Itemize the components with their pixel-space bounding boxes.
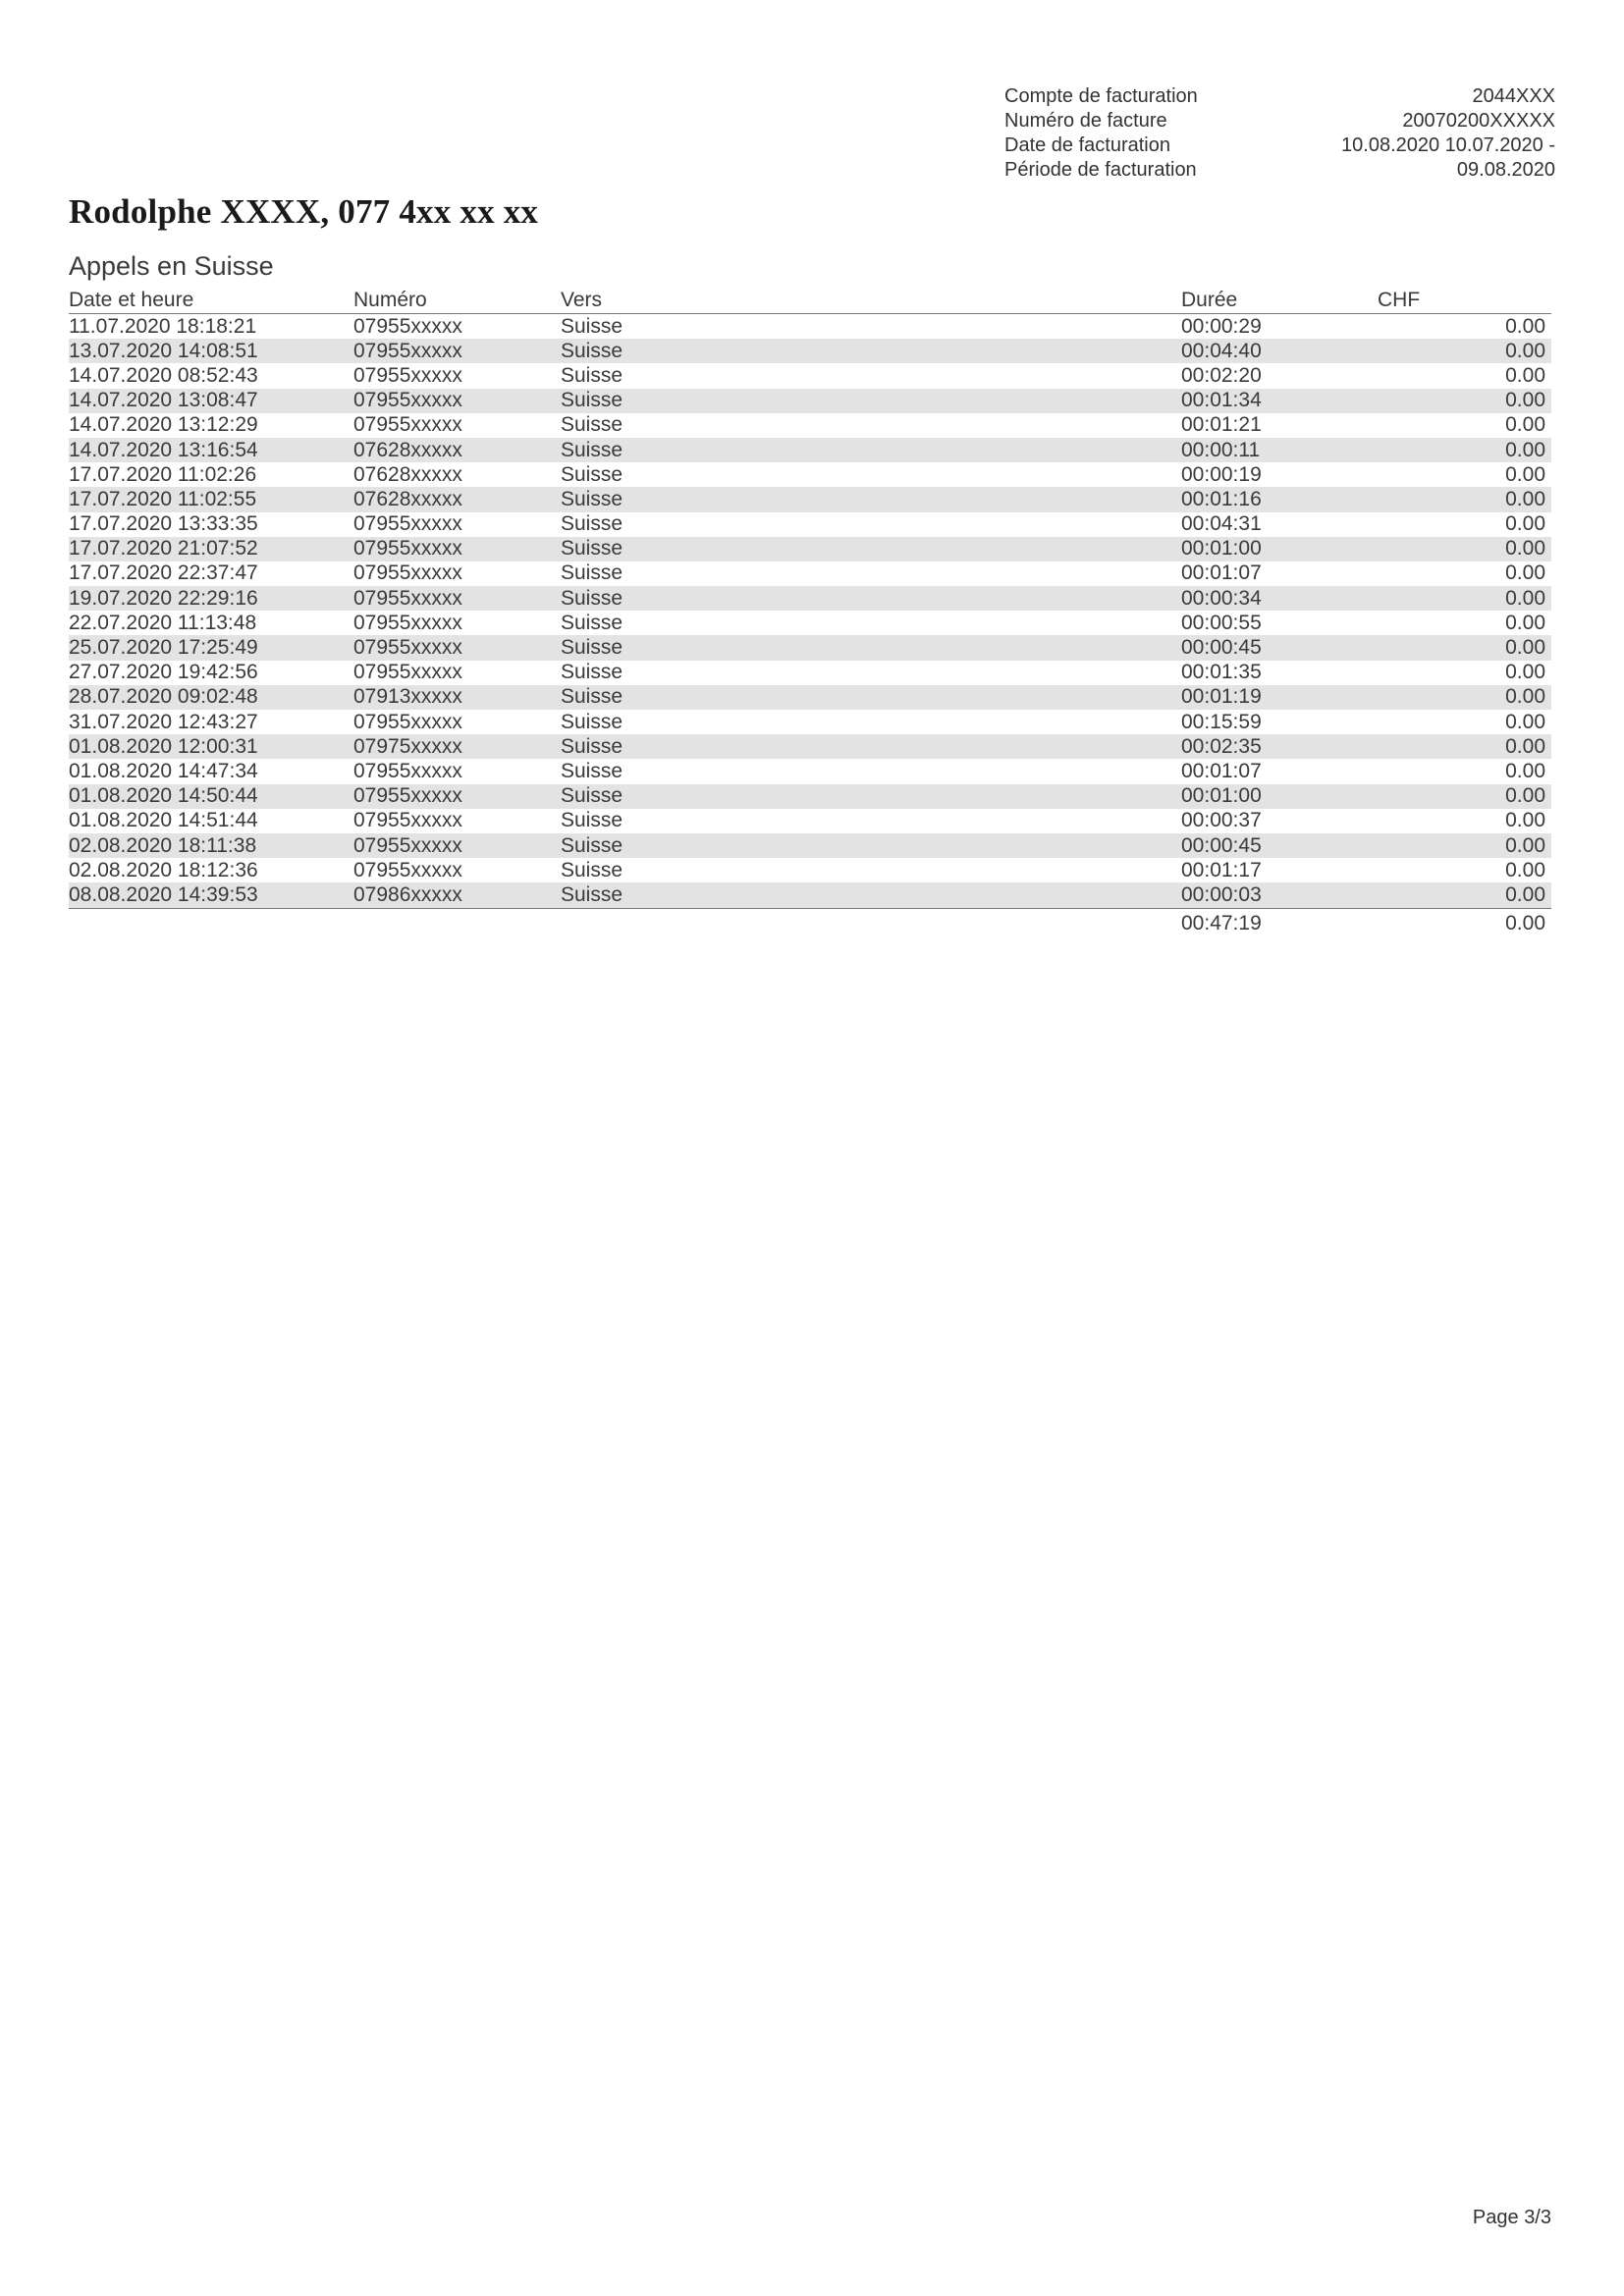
call-destination: Suisse — [561, 413, 623, 437]
call-number: 07975xxxxx — [353, 734, 561, 759]
call-duration: 00:01:00 — [1181, 537, 1378, 561]
call-destination: Suisse — [561, 314, 623, 338]
invoice-number-label: Numéro de facture — [1004, 110, 1167, 132]
call-chf: 0.00 — [1505, 413, 1545, 437]
billing-account-value: 2044XXX — [1472, 85, 1555, 107]
call-duration: 00:02:35 — [1181, 734, 1378, 759]
calls-table — [69, 288, 1551, 938]
table-row — [69, 586, 1551, 611]
table-body — [69, 314, 1551, 909]
call-destination: Suisse — [561, 661, 623, 684]
totals-spacer — [561, 908, 1181, 938]
call-number: 07955xxxxx — [353, 635, 561, 660]
call-date: 14.07.2020 13:12:29 — [69, 413, 258, 437]
table-row — [69, 734, 1551, 759]
call-duration: 00:15:59 — [1181, 710, 1262, 733]
call-duration: 00:00:37 — [1181, 809, 1262, 832]
call-number: 07955xxxxx — [353, 339, 561, 363]
call-number: 07955xxxxx — [353, 759, 462, 782]
call-duration: 00:01:35 — [1181, 661, 1262, 684]
call-chf: 0.00 — [1505, 759, 1545, 782]
totals-row — [69, 908, 1551, 938]
table-row — [69, 314, 1551, 340]
call-duration: 00:01:17 — [1181, 858, 1262, 881]
column-header-destination: Vers — [561, 288, 1181, 314]
table-row — [69, 882, 1551, 908]
table-row — [69, 363, 1551, 388]
billing-period-label: Période de facturation — [1004, 159, 1197, 181]
call-destination: Suisse — [561, 611, 623, 634]
table-row — [69, 858, 1551, 882]
call-date: 25.07.2020 17:25:49 — [69, 635, 353, 660]
call-duration: 00:01:16 — [1181, 487, 1378, 511]
table-row — [69, 339, 1551, 363]
call-chf: 0.00 — [1378, 586, 1551, 611]
call-date: 14.07.2020 08:52:43 — [69, 363, 258, 387]
call-date: 01.08.2020 14:51:44 — [69, 809, 258, 832]
call-number: 07955xxxxx — [353, 561, 462, 585]
call-date: 14.07.2020 13:16:54 — [69, 438, 353, 462]
table-row — [69, 685, 1551, 710]
call-chf: 0.00 — [1505, 363, 1545, 387]
call-chf: 0.00 — [1505, 809, 1545, 832]
billing-period-value: 09.08.2020 — [1456, 159, 1555, 181]
call-number: 07955xxxxx — [353, 611, 462, 634]
call-number: 07955xxxxx — [353, 363, 462, 387]
call-duration: 00:01:21 — [1181, 413, 1262, 437]
call-chf: 0.00 — [1505, 710, 1545, 733]
call-number: 07955xxxxx — [353, 710, 462, 733]
table-row — [69, 537, 1551, 561]
call-date: 13.07.2020 14:08:51 — [69, 339, 353, 363]
call-duration: 00:00:03 — [1181, 882, 1378, 908]
call-date: 17.07.2020 11:02:55 — [69, 487, 353, 511]
call-duration: 00:01:00 — [1181, 784, 1378, 809]
call-duration: 00:01:07 — [1181, 561, 1262, 585]
call-duration: 00:04:31 — [1181, 512, 1262, 536]
call-destination: Suisse — [561, 882, 1181, 908]
call-chf: 0.00 — [1378, 882, 1551, 908]
call-destination: Suisse — [561, 784, 1181, 809]
table-row — [69, 759, 1551, 783]
table-row — [69, 833, 1551, 858]
call-date: 19.07.2020 22:29:16 — [69, 586, 353, 611]
call-date: 02.08.2020 18:11:38 — [69, 833, 353, 858]
call-chf: 0.00 — [1378, 635, 1551, 660]
call-date: 31.07.2020 12:43:27 — [69, 710, 258, 733]
call-destination: Suisse — [561, 858, 623, 881]
call-date: 14.07.2020 13:08:47 — [69, 389, 353, 413]
call-duration: 00:01:19 — [1181, 685, 1378, 710]
call-number: 07955xxxxx — [353, 413, 462, 437]
call-destination: Suisse — [561, 462, 623, 486]
call-chf: 0.00 — [1505, 858, 1545, 881]
call-number: 07628xxxxx — [353, 487, 561, 511]
table-row — [69, 413, 1551, 438]
call-number: 07955xxxxx — [353, 858, 462, 881]
customer-name: Rodolphe XXXX, 077 4xx xx xx — [69, 192, 539, 231]
call-chf: 0.00 — [1378, 339, 1551, 363]
call-chf: 0.00 — [1505, 314, 1545, 338]
call-chf: 0.00 — [1378, 438, 1551, 462]
call-number: 07955xxxxx — [353, 784, 561, 809]
call-date: 11.07.2020 18:18:21 — [69, 314, 257, 338]
call-destination: Suisse — [561, 561, 623, 585]
call-duration: 00:02:20 — [1181, 363, 1262, 387]
column-header-number: Numéro — [353, 288, 561, 314]
table-row — [69, 487, 1551, 511]
call-date: 17.07.2020 21:07:52 — [69, 537, 353, 561]
call-duration: 00:00:19 — [1181, 462, 1262, 486]
totals-spacer — [69, 908, 353, 938]
call-date: 17.07.2020 13:33:35 — [69, 512, 258, 536]
call-chf: 0.00 — [1378, 833, 1551, 858]
call-date: 22.07.2020 11:13:48 — [69, 611, 257, 634]
call-chf: 0.00 — [1505, 561, 1545, 585]
call-duration: 00:00:11 — [1181, 438, 1378, 462]
table-row — [69, 809, 1551, 833]
billing-date-label: Date de facturation — [1004, 134, 1170, 156]
call-chf: 0.00 — [1378, 784, 1551, 809]
call-number: 07628xxxxx — [353, 462, 462, 486]
call-duration: 00:01:07 — [1181, 759, 1262, 782]
call-destination: Suisse — [561, 512, 623, 536]
total-duration: 00:47:19 — [1181, 911, 1262, 934]
call-date: 27.07.2020 19:42:56 — [69, 661, 258, 684]
call-duration: 00:00:45 — [1181, 833, 1378, 858]
call-destination: Suisse — [561, 438, 1181, 462]
call-date: 01.08.2020 14:47:34 — [69, 759, 258, 782]
totals-spacer — [353, 908, 561, 938]
section-title: Appels en Suisse — [69, 251, 274, 281]
call-destination: Suisse — [561, 710, 623, 733]
column-header-chf: CHF — [1378, 288, 1551, 314]
call-date: 08.08.2020 14:39:53 — [69, 882, 353, 908]
call-destination: Suisse — [561, 363, 623, 387]
table-row — [69, 710, 1551, 734]
call-number: 07986xxxxx — [353, 882, 561, 908]
call-date: 17.07.2020 22:37:47 — [69, 561, 258, 585]
column-header-duration: Durée — [1181, 288, 1378, 314]
table-row — [69, 661, 1551, 685]
call-date: 02.08.2020 18:12:36 — [69, 858, 258, 881]
call-duration: 00:00:34 — [1181, 586, 1378, 611]
call-number: 07955xxxxx — [353, 586, 561, 611]
call-chf: 0.00 — [1378, 537, 1551, 561]
call-chf: 0.00 — [1378, 487, 1551, 511]
table-row — [69, 462, 1551, 487]
table-row — [69, 512, 1551, 537]
call-destination: Suisse — [561, 389, 1181, 413]
call-duration: 00:04:40 — [1181, 339, 1378, 363]
table-row — [69, 635, 1551, 660]
billing-account-label: Compte de facturation — [1004, 85, 1198, 107]
column-header-date: Date et heure — [69, 288, 353, 314]
call-duration: 00:00:45 — [1181, 635, 1378, 660]
call-number: 07628xxxxx — [353, 438, 561, 462]
call-number: 07955xxxxx — [353, 661, 462, 684]
call-chf: 0.00 — [1505, 611, 1545, 634]
call-date: 01.08.2020 12:00:31 — [69, 734, 353, 759]
table-row — [69, 561, 1551, 586]
call-number: 07955xxxxx — [353, 809, 462, 832]
billing-info-labels — [1004, 84, 1198, 183]
page-number: Page 3/3 — [1472, 2207, 1551, 2228]
call-destination: Suisse — [561, 833, 1181, 858]
call-number: 07955xxxxx — [353, 512, 462, 536]
call-duration: 00:00:29 — [1181, 314, 1262, 338]
call-number: 07913xxxxx — [353, 685, 561, 710]
call-number: 07955xxxxx — [353, 314, 462, 338]
call-number: 07955xxxxx — [353, 537, 561, 561]
call-number: 07955xxxxx — [353, 833, 561, 858]
call-destination: Suisse — [561, 734, 1181, 759]
call-destination: Suisse — [561, 339, 1181, 363]
call-chf: 0.00 — [1505, 512, 1545, 536]
table-row — [69, 611, 1551, 635]
call-chf: 0.00 — [1505, 462, 1545, 486]
call-date: 01.08.2020 14:50:44 — [69, 784, 353, 809]
call-chf: 0.00 — [1378, 685, 1551, 710]
billing-info-values — [1341, 84, 1555, 183]
call-destination: Suisse — [561, 809, 623, 832]
call-destination: Suisse — [561, 759, 623, 782]
table-header-row — [69, 288, 1551, 314]
call-number: 07955xxxxx — [353, 389, 561, 413]
call-destination: Suisse — [561, 586, 1181, 611]
table-row — [69, 389, 1551, 413]
call-destination: Suisse — [561, 685, 1181, 710]
call-date: 28.07.2020 09:02:48 — [69, 685, 353, 710]
call-date: 17.07.2020 11:02:26 — [69, 462, 257, 486]
call-duration: 00:01:34 — [1181, 389, 1378, 413]
call-duration: 00:00:55 — [1181, 611, 1262, 634]
total-chf: 0.00 — [1505, 911, 1545, 934]
call-chf: 0.00 — [1378, 389, 1551, 413]
call-destination: Suisse — [561, 487, 1181, 511]
billing-date-value: 10.08.2020 10.07.2020 - — [1341, 134, 1555, 156]
invoice-number-value: 20070200XXXXX — [1402, 110, 1555, 132]
table-row — [69, 784, 1551, 809]
table-row — [69, 438, 1551, 462]
call-chf: 0.00 — [1505, 661, 1545, 684]
call-destination: Suisse — [561, 635, 1181, 660]
call-destination: Suisse — [561, 537, 1181, 561]
call-chf: 0.00 — [1378, 734, 1551, 759]
